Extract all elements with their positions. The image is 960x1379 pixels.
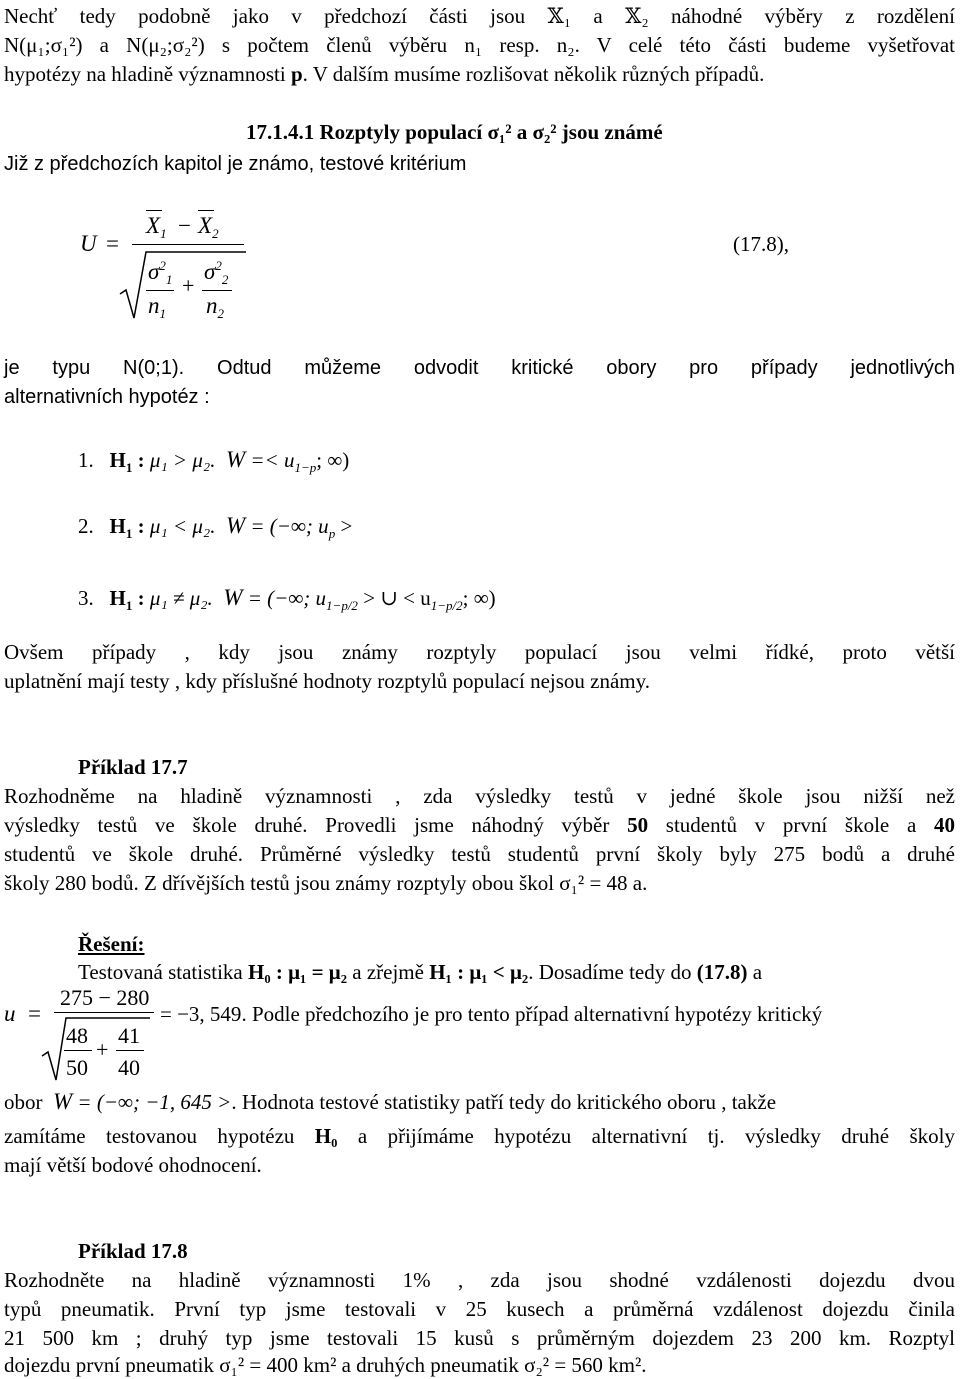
after-formula-line-2: alternativních hypotéz : (4, 386, 210, 408)
example-17-7-title: Příklad 17.7 (78, 755, 188, 779)
formula-main-fraction-bar (132, 244, 244, 245)
u-a-denominator: 50 (66, 1055, 88, 1080)
example-17-8-line-1: Rozhodněte na hladině významnosti 1% , zda jsou shodné vzdálenosti dojezdu dvou (4, 1268, 955, 1292)
after-formula-line-1: je typu N(0;1). Odtud můžeme odvodit kritické obory pro případy jednotlivých (4, 357, 955, 379)
u-result: = −3, 549. Podle předchozího je pro tento případ alternativní hypotézy kritický (160, 1002, 823, 1026)
note-line-1: Ovšem případy , kdy jsou známy rozptyly populací jsou velmi řídké, proto větší (4, 640, 955, 664)
example-17-7-line-1: Rozhodněme na hladině významnosti , zda výsledky testů v jedné škole jsou nižší než (4, 784, 955, 808)
intro-line-2: N(μ₁;σ₁²) a N(μ₂;σ₂²) s počtem členů výběru n₁ resp. n₂. V celé této části budeme vyšetřovat (4, 33, 955, 57)
example-17-8-title: Příklad 17.8 (78, 1239, 188, 1263)
significance-p: p (290, 62, 303, 86)
intro-line-3: hypotézy na hladině významnosti p. V dalším musíme rozlišovat několik různých případů. (4, 62, 765, 86)
solution-title: Řešení: (78, 932, 145, 956)
formula-label: (17.8), (733, 232, 789, 256)
intro-line-1: Nechť tedy podobně jako v předchozí části jsou 𝕏₁ a 𝕏₂ náhodné výběry z rozdělení (4, 4, 955, 28)
example-17-7-line-4: školy 280 bodů. Z dřívějších testů jsou známy rozptyly obou škol σ₁² = 48 a. (4, 871, 648, 895)
formula-plus: + (182, 273, 195, 298)
formula-sigma1: $\sigma^2_1$ (148, 258, 173, 287)
formula-sigma2: $\sigma^2_2$ (204, 258, 229, 287)
u-a-bar (64, 1050, 92, 1051)
u-equals: = (28, 1001, 41, 1026)
solution-line-3: zamítáme testovanou hypotézu H₀ a přijímáme hypotézu alternativní tj. výsledky druhé školy (4, 1124, 955, 1148)
section-heading: 17.1.4.1 Rozptyly populací σ₁² a σ₂² jsou známé (246, 120, 663, 144)
note-line-2: uplatnění mají testy , kdy příslušné hodnoty rozptylů populací nejsou známy. (4, 669, 651, 693)
formula-minus: − (178, 213, 191, 238)
formula-x1: $X_1$ (146, 213, 167, 241)
solution-line-4: mají větší bodové ohodnocení. (4, 1153, 262, 1177)
hypothesis-2: 2. $H_1$ : μ₁ < μ₂. W = (−∞; $u_p$ > (78, 513, 353, 541)
solution-obor-line: obor W = (−∞; −1, 645 >. Hodnota testové statistiky patří tedy do kritického oboru , takže (4, 1089, 777, 1114)
example-17-7-line-3: studentů ve škole druhé. Průměrné výsledky testů studentů první školy byly 275 bodů a druhé (4, 842, 955, 866)
u-b-numerator: 41 (118, 1023, 140, 1048)
u-b-bar (116, 1050, 144, 1051)
u-b-denominator: 40 (118, 1055, 140, 1080)
hypothesis-3: 3. $H_1$ : μ₁ ≠ μ₂. W = (−∞; $u_{1-p/2}$ > ∪ < $u_{1-p/2}$; ∞) (78, 585, 496, 613)
example-17-8-line-3: 21 500 km ; druhý typ jsme testovali 15 kusů s průměrným dojezdem 23 200 km. Rozptyl (4, 1326, 955, 1350)
u-plus: + (96, 1037, 109, 1062)
section-lead: Již z předchozích kapitol je známo, testové kritérium (4, 153, 467, 175)
u-lhs: u (4, 1001, 16, 1026)
formula-x2: $X_2$ (198, 213, 219, 241)
example-17-8-line-4: dojezdu první pneumatik σ₁² = 400 km² a druhých pneumatik σ₂² = 560 km². (4, 1353, 647, 1377)
hypothesis-1: 1. $H_1$ : μ₁ > μ₂. $W =< u_{1-p}$; ∞) (78, 447, 350, 475)
u-main-fraction-bar (54, 1012, 154, 1013)
formula-equals: = (106, 231, 119, 256)
formula-n2: $n_2$ (206, 293, 224, 321)
formula-n1: $n_1$ (148, 293, 166, 321)
u-a-numerator: 48 (66, 1023, 88, 1048)
solution-line-1: Testovaná statistika H₀ : μ₁ = μ₂ a zřejmě H₁ : μ₁ < μ₂. Dosadíme tedy do (17.8) a (78, 960, 763, 984)
example-17-8-line-2: typů pneumatik. První typ jsme testovali v 25 kusech a průměrná vzdálenost dojezdu činila (4, 1297, 955, 1321)
example-17-7-line-2: výsledky testů ve škole druhé. Provedli jsme náhodný výběr 50 studentů v první škole a 40 (4, 813, 955, 837)
u-numerator: 275 − 280 (60, 985, 150, 1010)
formula-lhs: U (80, 231, 97, 256)
